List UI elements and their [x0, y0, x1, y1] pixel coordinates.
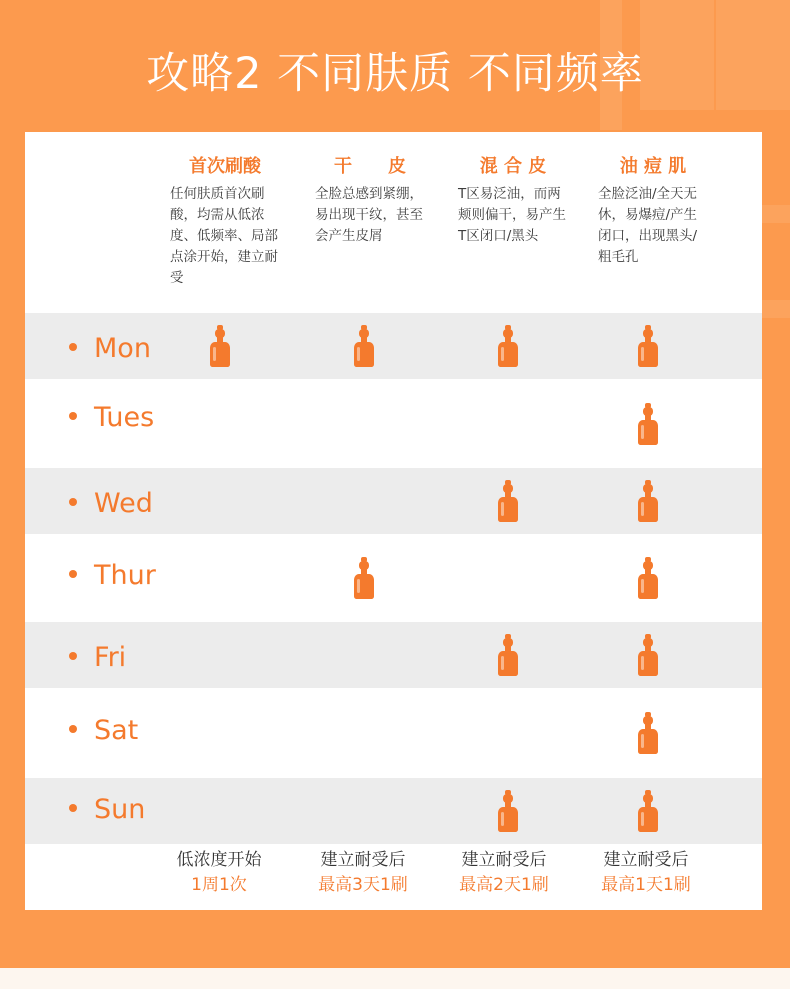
- column-header-first-time: [170, 132, 280, 289]
- dropper-bottle-icon: [638, 790, 658, 832]
- column-footer: [293, 848, 433, 898]
- schedule-row-sat: [25, 688, 762, 778]
- column-footer: [149, 848, 289, 898]
- background-decoration: [762, 300, 790, 318]
- bullet-dot-icon: [69, 804, 77, 812]
- schedule-row-sun: [25, 778, 762, 844]
- dropper-bottle-icon: [498, 480, 518, 522]
- bullet-dot-icon: [69, 725, 77, 733]
- schedule-row-mon: [25, 313, 762, 379]
- schedule-row-fri: [25, 622, 762, 688]
- bottom-strip: [0, 968, 790, 989]
- column-heading: 干 皮: [334, 156, 406, 177]
- page-title: 攻略2 不同肤质 不同频率: [146, 49, 644, 99]
- column-footer: [576, 848, 716, 898]
- day-text: Sun: [94, 794, 146, 825]
- column-header-combination-skin: [458, 132, 568, 247]
- dropper-bottle-icon: [498, 790, 518, 832]
- footer-line-1: 低浓度开始: [176, 850, 262, 870]
- column-heading: 油 痘 肌: [619, 156, 687, 177]
- day-text: Wed: [94, 488, 153, 519]
- column-description: 全脸泛油/全天无休，易爆痘/产生闭口，出现黑头/粗毛孔: [598, 186, 698, 265]
- day-label: [69, 642, 126, 674]
- column-description: T区易泛油，而两颊则偏干，易产生T区闭口/黑头: [458, 186, 566, 244]
- schedule-row-tues: [25, 379, 762, 468]
- footer-line-2: 最高2天1刷: [459, 875, 549, 895]
- day-text: Fri: [94, 642, 127, 673]
- day-text: Tues: [94, 402, 155, 433]
- bullet-dot-icon: [69, 570, 77, 578]
- bullet-dot-icon: [69, 412, 77, 420]
- bullet-dot-icon: [69, 652, 77, 660]
- column-footer: [434, 848, 574, 898]
- footer-line-1: 建立耐受后: [603, 850, 689, 870]
- day-label: [69, 794, 145, 826]
- dropper-bottle-icon: [498, 634, 518, 676]
- day-label: [69, 333, 151, 365]
- column-heading: 首次刷酸: [189, 156, 261, 177]
- day-text: Thur: [94, 560, 156, 591]
- footer-line-1: 建立耐受后: [320, 850, 406, 870]
- dropper-bottle-icon: [638, 480, 658, 522]
- schedule-rows: [25, 313, 762, 844]
- footer-line-1: 建立耐受后: [461, 850, 547, 870]
- day-label: [69, 402, 154, 434]
- dropper-bottle-icon: [638, 557, 658, 599]
- schedule-row-wed: [25, 468, 762, 534]
- dropper-bottle-icon: [354, 557, 374, 599]
- footer-line-2: 1周1次: [191, 875, 247, 895]
- column-description: 任何肤质首次刷酸，均需从低浓度、低频率、局部点涂开始，建立耐受: [170, 186, 278, 286]
- dropper-bottle-icon: [210, 325, 230, 367]
- column-header-dry-skin: [315, 132, 425, 247]
- day-label: [69, 560, 156, 592]
- dropper-bottle-icon: [638, 403, 658, 445]
- schedule-card: [25, 132, 762, 910]
- column-header-oily-acne-skin: [598, 132, 708, 268]
- schedule-row-thur: [25, 534, 762, 622]
- dropper-bottle-icon: [638, 634, 658, 676]
- day-label: [69, 715, 138, 747]
- dropper-bottle-icon: [638, 712, 658, 754]
- column-description: 全脸总感到紧绷，易出现干纹，甚至会产生皮屑: [315, 186, 423, 244]
- dropper-bottle-icon: [354, 325, 374, 367]
- dropper-bottle-icon: [498, 325, 518, 367]
- day-text: Sat: [94, 715, 139, 746]
- day-label: [69, 488, 153, 520]
- bullet-dot-icon: [69, 498, 77, 506]
- column-heading: 混 合 皮: [479, 156, 547, 177]
- footer-line-2: 最高1天1刷: [601, 875, 691, 895]
- dropper-bottle-icon: [638, 325, 658, 367]
- background-decoration: [762, 205, 790, 223]
- footer-line-2: 最高3天1刷: [318, 875, 408, 895]
- bullet-dot-icon: [69, 343, 77, 351]
- day-text: Mon: [94, 333, 151, 364]
